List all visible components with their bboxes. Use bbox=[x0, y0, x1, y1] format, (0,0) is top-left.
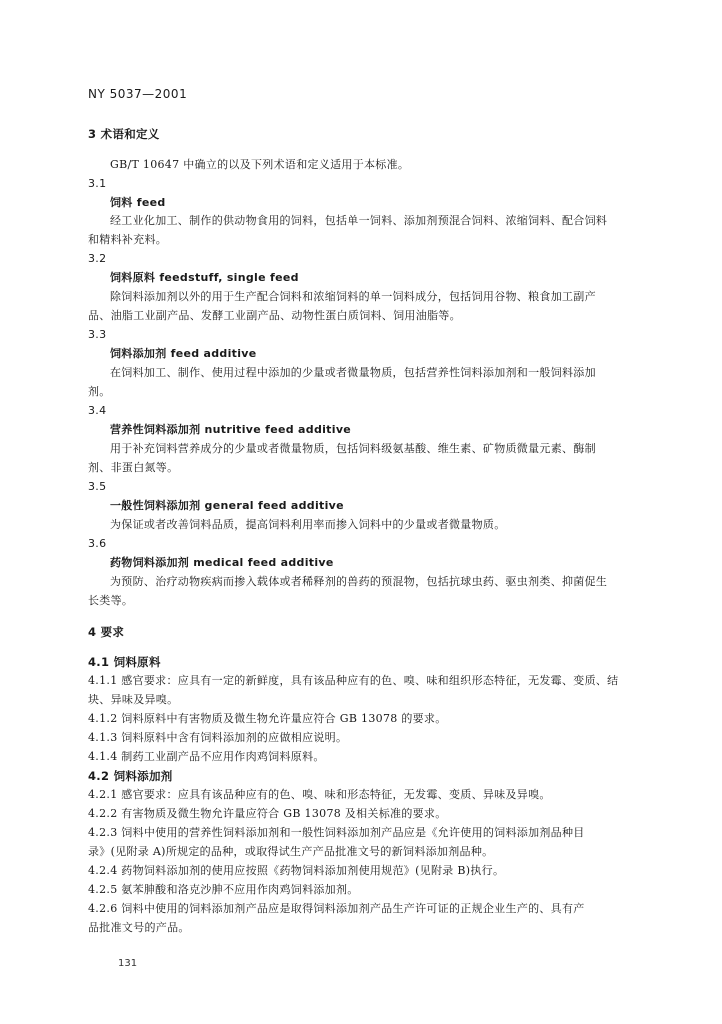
term-definition-line: 剂、非蛋白氮等。 bbox=[88, 461, 179, 474]
term-heading: 饲料原料 feedstuff, single feed bbox=[110, 271, 299, 284]
standard-code-header: NY 5037—2001 bbox=[88, 87, 188, 101]
clause-line: 4.1.4 制药工业副产品不应用作肉鸡饲料原料。 bbox=[88, 750, 325, 763]
clause-line: 4.1.1 感官要求：应具有一定的新鲜度，具有该品种应有的色、嗅、味和组织形态特征，无发霉、变质、结 bbox=[88, 674, 619, 687]
clause-line: 4.2.5 氨苯胂酸和洛克沙胂不应用作肉鸡饲料添加剂。 bbox=[88, 883, 359, 896]
clause-line: 4.2.4 药物饲料添加剂的使用应按照《药物饲料添加剂使用规范》(见附录 B)执行。 bbox=[88, 864, 505, 877]
page-number: 131 bbox=[118, 958, 138, 969]
term-heading: 营养性饲料添加剂 nutritive feed additive bbox=[110, 423, 352, 436]
section-3-intro: GB/T 10647 中确立的以及下列术语和定义适用于本标准。 bbox=[110, 158, 410, 171]
term-number: 3.3 bbox=[88, 328, 107, 341]
term-number: 3.2 bbox=[88, 252, 107, 265]
term-definition-line: 品、油脂工业副产品、发酵工业副产品、动物性蛋白质饲料、饲用油脂等。 bbox=[88, 309, 461, 322]
term-definition-line: 除饲料添加剂以外的用于生产配合饲料和浓缩饲料的单一饲料成分，包括饲用谷物、粮食加工副产 bbox=[110, 290, 596, 303]
clause-line: 4.1.2 饲料原料中有害物质及微生物允许量应符合 GB 13078 的要求。 bbox=[88, 712, 447, 725]
clause-line: 4.2.6 饲料中使用的饲料添加剂产品应是取得饲料添加剂产品生产许可证的正规企业生产的、具有产 bbox=[88, 902, 585, 915]
clause-line: 4.2.1 感官要求：应具有该品种应有的色、嗅、味和形态特征，无发霉、变质、异味及异嗅。 bbox=[88, 788, 551, 801]
term-definition-line: 剂。 bbox=[88, 385, 111, 398]
section-4-heading: 4 要求 bbox=[88, 625, 125, 639]
term-definition-line: 为保证或者改善饲料品质，提高饲料利用率而掺入饲料中的少量或者微量物质。 bbox=[110, 518, 506, 531]
term-heading: 一般性饲料添加剂 general feed additive bbox=[110, 499, 344, 512]
term-number: 3.5 bbox=[88, 480, 107, 493]
term-definition-line: 为预防、治疗动物疾病而掺入载体或者稀释剂的兽药的预混物，包括抗球虫药、驱虫剂类、抑菌促生 bbox=[110, 575, 608, 588]
term-number: 3.1 bbox=[88, 177, 107, 190]
clause-line: 块、异味及异嗅。 bbox=[88, 693, 179, 706]
term-heading: 饲料添加剂 feed additive bbox=[110, 347, 257, 360]
subsection-heading: 4.1 饲料原料 bbox=[88, 655, 161, 669]
clause-line: 品批准文号的产品。 bbox=[88, 921, 190, 934]
clause-line: 录》(见附录 A)所规定的品种，或取得试生产产品批准文号的新饲料添加剂品种。 bbox=[88, 845, 494, 858]
term-definition-line: 用于补充饲料营养成分的少量或者微量物质，包括饲料级氨基酸、维生素、矿物质微量元素、酶制 bbox=[110, 442, 596, 455]
clause-line: 4.1.3 饲料原料中含有饲料添加剂的应做相应说明。 bbox=[88, 731, 348, 744]
clause-line: 4.2.2 有害物质及微生物允许量应符合 GB 13078 及相关标准的要求。 bbox=[88, 807, 447, 820]
term-heading: 药物饲料添加剂 medical feed additive bbox=[110, 556, 334, 569]
term-definition-line: 和精料补充料。 bbox=[88, 233, 168, 246]
clause-line: 4.2.3 饲料中使用的营养性饲料添加剂和一般性饲料添加剂产品应是《允许使用的饲料添加剂品种目 bbox=[88, 826, 585, 839]
term-number: 3.6 bbox=[88, 537, 107, 550]
term-number: 3.4 bbox=[88, 404, 107, 417]
term-definition-line: 经工业化加工、制作的供动物食用的饲料，包括单一饲料、添加剂预混合饲料、浓缩饲料、配合饲料 bbox=[110, 214, 608, 227]
subsection-heading: 4.2 饲料添加剂 bbox=[88, 769, 173, 783]
term-heading: 饲料 feed bbox=[110, 196, 166, 209]
term-definition-line: 在饲料加工、制作、使用过程中添加的少量或者微量物质，包括营养性饲料添加剂和一般饲料添加 bbox=[110, 366, 596, 379]
section-3-heading: 3 术语和定义 bbox=[88, 127, 160, 141]
term-definition-line: 长类等。 bbox=[88, 594, 134, 607]
